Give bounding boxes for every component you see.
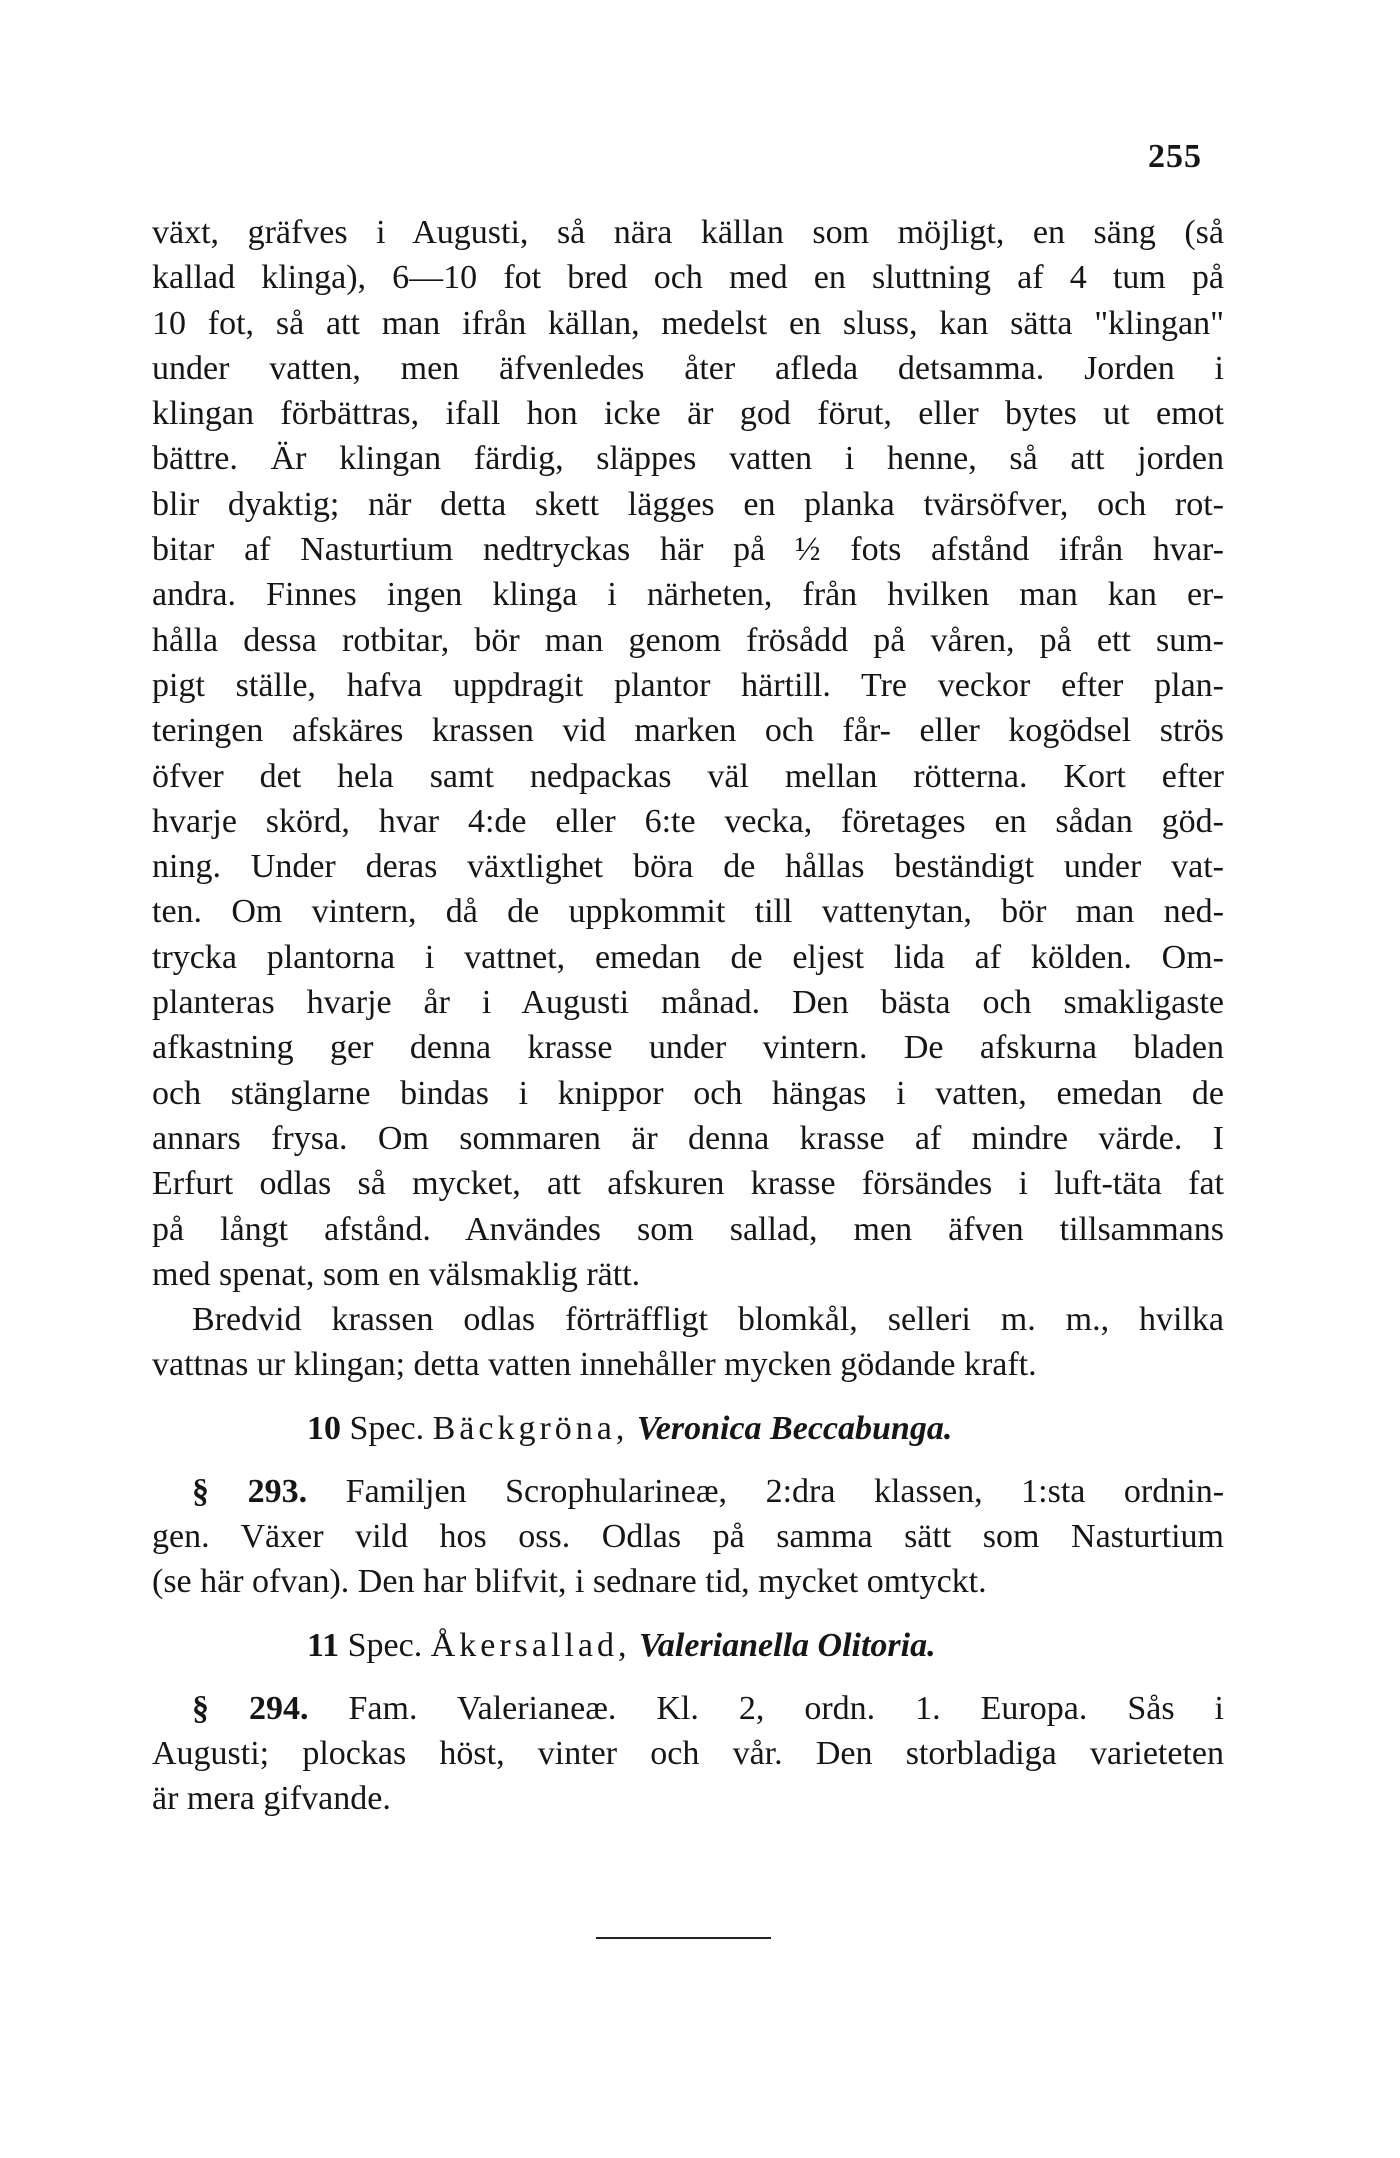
text-line: 10 fot, så att man ifrån källan, medelst en sluss, kan sätta "klingan" [152,304,1224,342]
section-mark: § 294. [192,1689,309,1727]
section-text: Fam. Valerianeæ. Kl. 2, ordn. 1. Europa. Sås i [348,1689,1225,1727]
text-line: ning. Under deras växtlighet böra de hållas beständigt under vat- [152,848,1224,886]
spacer [152,1605,1224,1623]
section-294 [152,1686,1224,1822]
text-line: hålla dessa rotbitar, bör man genom frösådd på våren, på ett sum- [152,621,1224,659]
text-line: pigt ställe, hafva uppdragit plantor härtill. Tre veckor efter plan- [152,666,1224,704]
spacer [152,1451,1224,1469]
species-heading-10 [152,1406,1224,1451]
section-293 [152,1469,1224,1605]
text-line: vattnas ur klingan; detta vatten innehåller mycken gödande kraft. [152,1346,1037,1384]
text-line: och stänglarne bindas i knippor och hängas i vatten, emedan de [152,1074,1224,1112]
text-line: gen. Växer vild hos oss. Odlas på samma sätt som Nasturtium [152,1518,1224,1556]
species-number: 10 [307,1409,341,1447]
paragraph-bredvid [152,1297,1224,1342]
text-line: ten. Om vintern, då de uppkommit till vattenytan, bör man ned- [152,893,1224,931]
text-line: Augusti; plockas höst, vinter och vår. Den storbladiga varieteten [152,1734,1224,1772]
spacer [152,1388,1224,1406]
species-heading-11 [152,1623,1224,1668]
text-line: Bredvid krassen odlas förträffligt blomkål, selleri m. m., hvilka [192,1301,1224,1339]
text-line: växt, gräfves i Augusti, så nära källan som möjligt, en säng (så [152,214,1224,251]
text-line: öfver det hela samt nedpackas väl mellan rötterna. Kort efter [152,757,1224,795]
text-line: (se här ofvan). Den har blifvit, i sednare tid, mycket omtyckt. [152,1563,987,1601]
species-name: Bäckgröna, [432,1409,629,1447]
text-line: afkastning ger denna krasse under vintern. De afskurna bladen [152,1029,1224,1067]
text-line: på långt afstånd. Användes som sallad, men äfven tillsammans [152,1210,1224,1248]
text-line: med spenat, som en välsmaklig rätt. [152,1255,641,1293]
text-line: bättre. Är klingan färdig, släppes vatten i henne, så att jorden [152,440,1224,478]
end-rule [596,1937,771,1939]
text-line: är mera gifvande. [152,1780,391,1818]
species-latin-name: Valerianella Olitoria. [639,1626,936,1664]
text-line: andra. Finnes ingen klinga i närheten, från hvilken man kan er- [152,576,1224,614]
species-latin-name: Veronica Beccabunga. [636,1409,953,1447]
section-mark: § 293. [192,1472,308,1510]
species-number: 11 [307,1626,340,1664]
text-line [152,1686,1224,1731]
page-number: 255 [1148,138,1202,175]
section-text: Familjen Scrophularineæ, 2:dra klassen, 1:sta ordnin- [345,1472,1225,1510]
text-line: Erfurt odlas så mycket, att afskuren krasse försändes i luft-täta fat [152,1165,1224,1203]
species-name: Åkersallad, [430,1626,631,1664]
species-spec: Spec. [349,1409,425,1447]
species-spec: Spec. [347,1626,423,1664]
text-line: klingan förbättras, ifall hon icke är god förut, eller bytes ut emot [152,395,1224,433]
text-line: bitar af Nasturtium nedtryckas här på ½ fots afstånd ifrån hvar- [152,531,1224,569]
text-line: hvarje skörd, hvar 4:de eller 6:te vecka, företages en sådan göd- [152,802,1224,840]
paragraph-cultivation [152,210,1224,1297]
text-line: blir dyaktig; när detta skett lägges en planka tvärsöfver, och rot- [152,485,1224,523]
spacer [152,1668,1224,1686]
text-line: planteras hvarje år i Augusti månad. Den bästa och smakligaste [152,984,1224,1022]
text-line: teringen afskäres krassen vid marken och får- eller kogödsel strös [152,712,1224,750]
text-line: kallad klinga), 6—10 fot bred och med en sluttning af 4 tum på [152,259,1224,297]
text-block [152,210,1224,1822]
text-line: trycka plantorna i vattnet, emedan de eljest lida af kölden. Om- [152,938,1224,976]
text-line: annars frysa. Om sommaren är denna krasse af mindre värde. I [152,1119,1224,1157]
text-line: under vatten, men äfvenledes åter afleda detsamma. Jorden i [152,349,1224,387]
text-line [152,1469,1224,1514]
paragraph-bredvid-cont [152,1342,1224,1387]
